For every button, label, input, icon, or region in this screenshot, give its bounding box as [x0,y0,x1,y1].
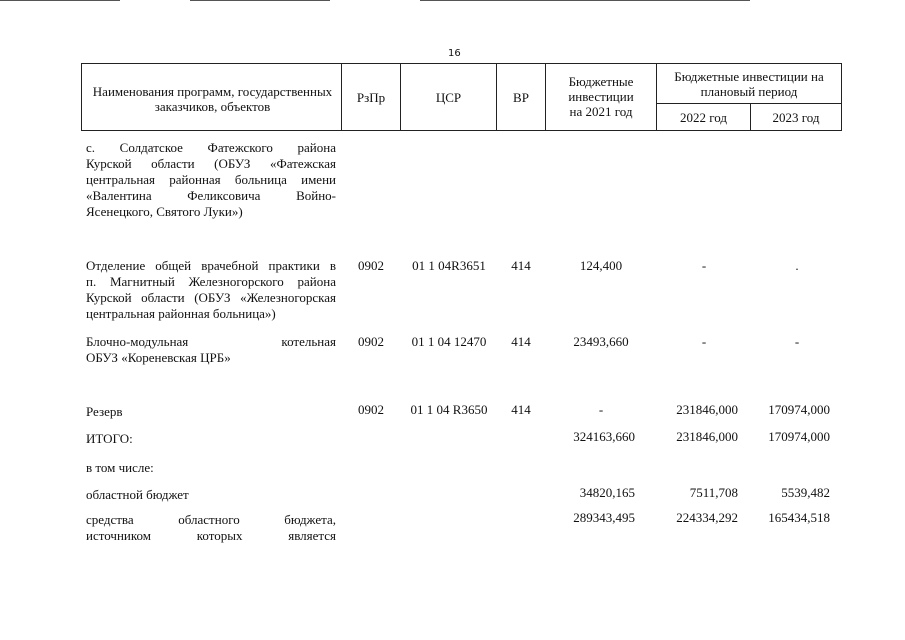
row-name: областной бюджет [86,487,189,502]
value-2022: - [701,258,707,273]
name-line: с. Солдатское Фатежского района [86,140,336,155]
value-2021: 34820,165 [579,485,635,500]
name-line: Курской области (ОБУЗ «Железногорская [86,290,336,305]
row-name: в том числе: [86,460,154,475]
header-invest-2021: Бюджетные инвестиции на 2021 год [568,74,634,119]
name-line: п. Магнитный Железногорского района [86,274,336,289]
header-vr: ВР [513,90,529,105]
value-2023: . [795,258,799,273]
value-2023: - [794,334,800,349]
value-2021: 23493,660 [573,334,629,349]
csr-cell: 01 1 04R3651 [412,258,486,273]
header-invest-planned: Бюджетные инвестиции на плановый период [674,69,824,99]
value-2023: 165434,518 [768,510,830,525]
name-line: средства областного бюджета, [86,512,336,527]
value-2021: 289343,495 [573,510,635,525]
value-2021: - [598,402,604,417]
value-2021: 324163,660 [573,429,635,444]
value-2022: 231846,000 [676,402,738,417]
header-cell-2023 [750,103,842,131]
header-cell-vr [496,63,546,131]
name-line: ОБУЗ «Кореневская ЦРБ» [86,350,231,365]
value-2023: 170974,000 [768,429,830,444]
row-name [86,140,336,220]
row-name [86,512,336,544]
header-2022: 2022 год [680,110,727,125]
value-2022: 231846,000 [676,429,738,444]
header-cell-rzpr [341,63,401,131]
vr-cell: 414 [511,402,531,417]
csr-cell: 01 1 04 R3650 [410,402,488,417]
name-line: Отделение общей врачебной практики в [86,258,336,273]
value-2021: 124,400 [579,258,623,273]
header-2023: 2023 год [772,110,820,125]
name-line: «Валентина Феликсовича Войно- [86,188,336,203]
row-name: Резерв [86,404,123,419]
name-line: Ясенецкого, Святого Луки») [86,204,243,219]
header-name: Наименования программ, государственных заказчиков, объектов [92,84,333,114]
vr-cell: 414 [511,258,531,273]
scan-top-edge [0,0,905,2]
header-cell-csr [400,63,497,131]
row-name: ИТОГО: [86,431,133,446]
header-rzpr: РзПр [356,90,386,105]
name-line: центральная районная больница») [86,306,276,321]
name-line: источником которых является [86,528,336,543]
rzpr-cell: 0902 [358,402,384,417]
row-name [86,258,336,322]
name-line: Курской области (ОБУЗ «Фатежская [86,156,336,171]
csr-cell: 01 1 04 12470 [411,334,487,349]
value-2022: 224334,292 [676,510,738,525]
header-csr: ЦСР [435,90,462,105]
header-cell-2022 [656,103,751,131]
value-2022: 7511,708 [689,485,738,500]
header-cell-invest-2021 [545,63,657,131]
value-2023: 5539,482 [781,485,830,500]
rzpr-cell: 0902 [358,334,384,349]
header-cell-invest-planned [656,63,842,104]
rzpr-cell: 0902 [358,258,384,273]
row-name [86,334,336,366]
name-line: центральная районная больница имени [86,172,336,187]
header-cell-name [81,63,342,131]
page-number: 16 [448,48,461,59]
value-2023: 170974,000 [768,402,830,417]
value-2022: - [701,334,707,349]
vr-cell: 414 [511,334,531,349]
name-line: Блочно-модульная котельная [86,334,336,349]
